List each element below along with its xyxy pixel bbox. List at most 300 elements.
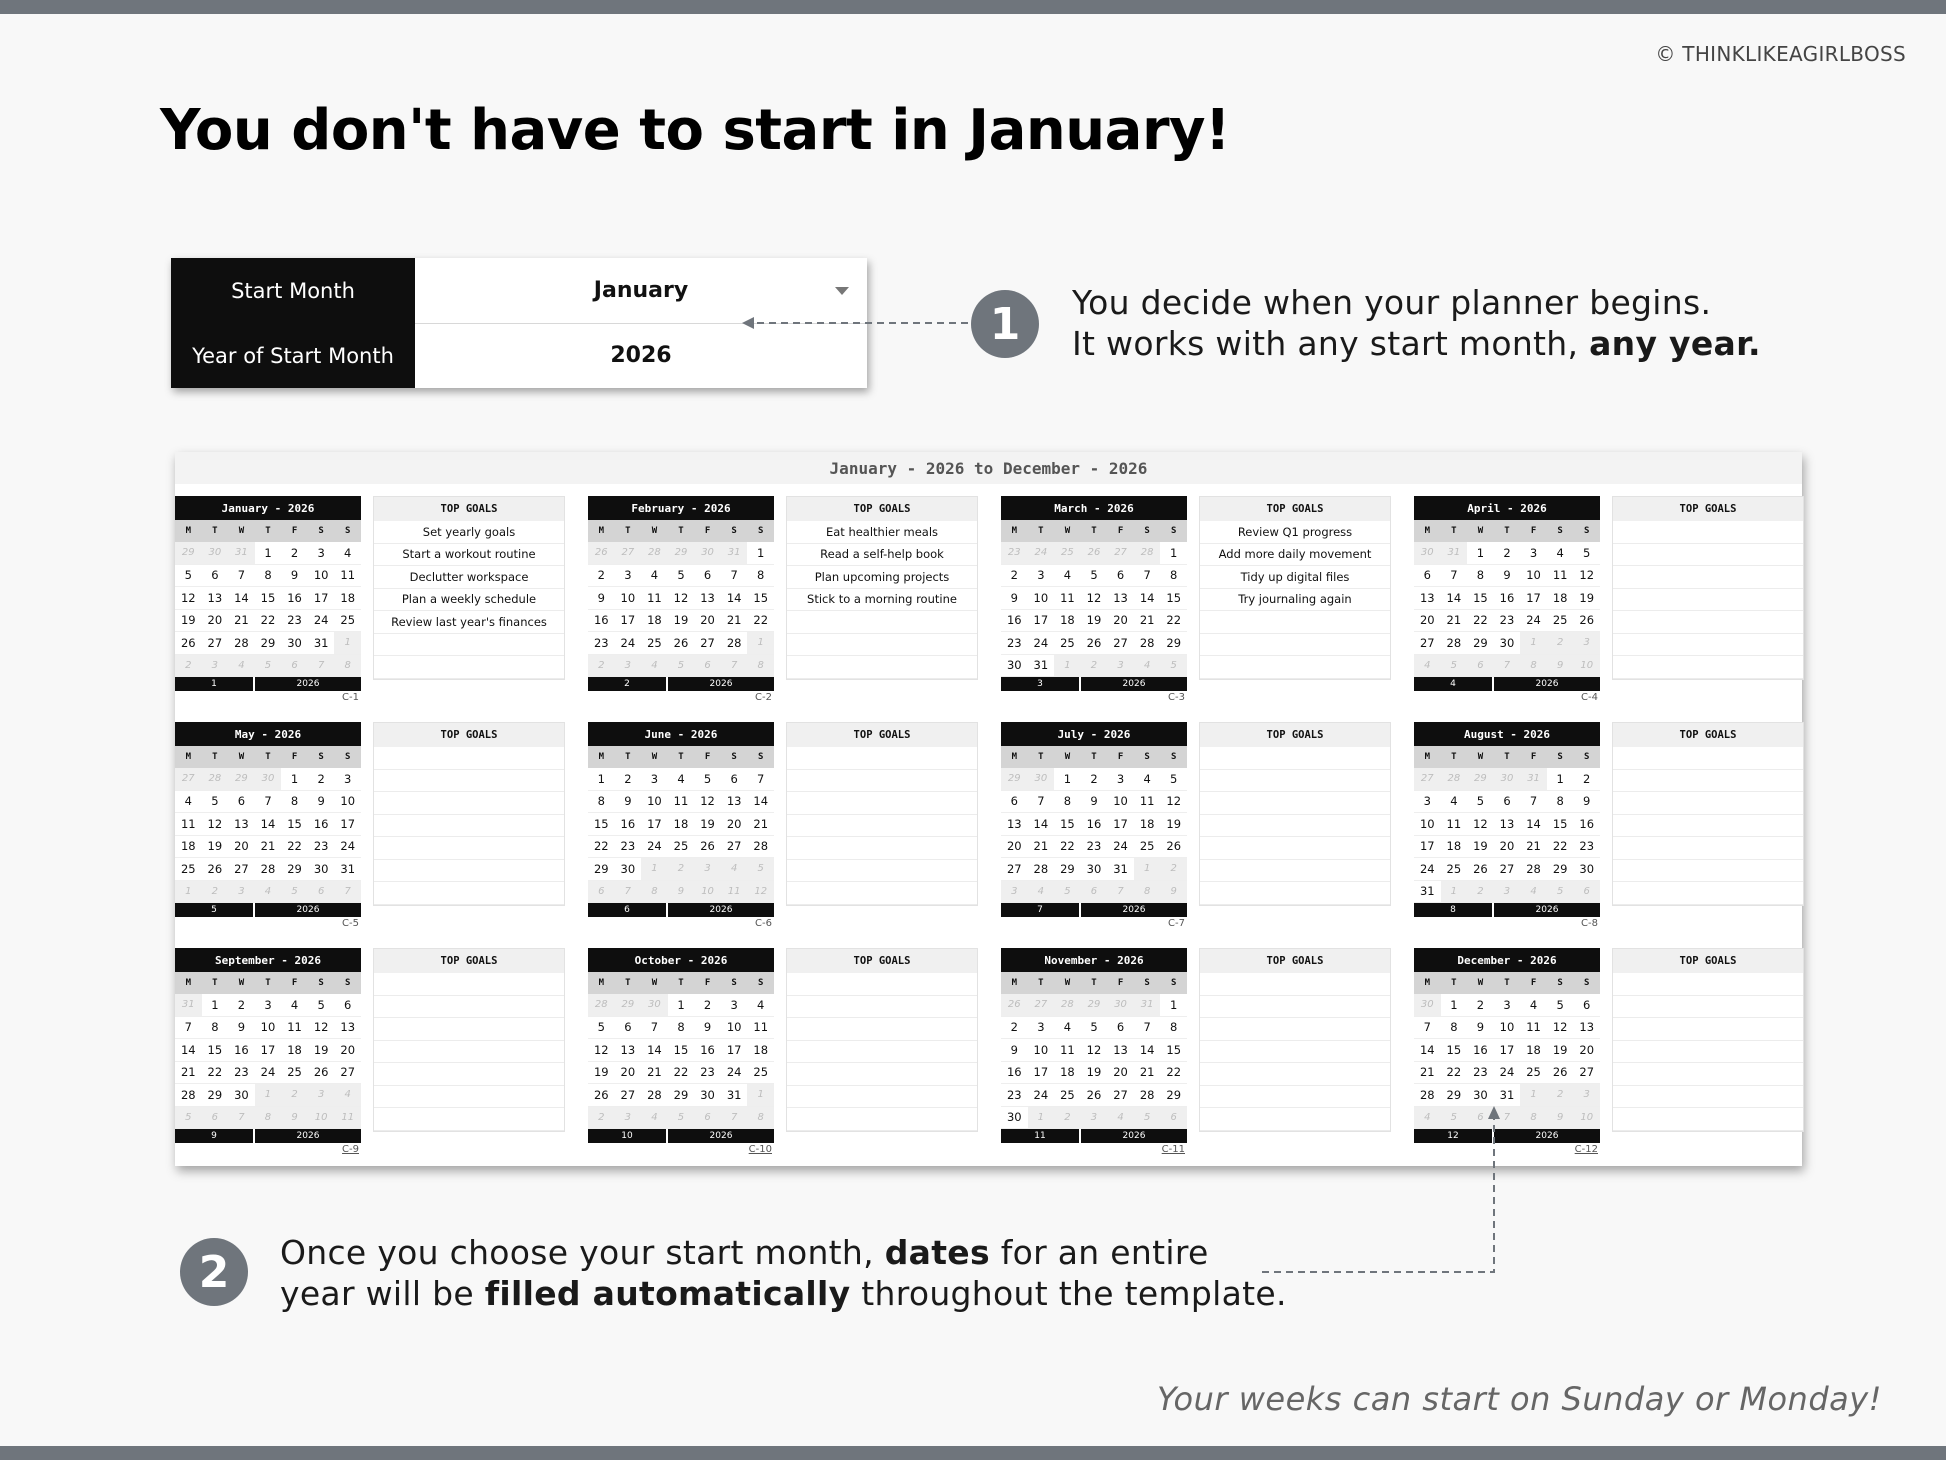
day-cell: 14	[228, 587, 255, 610]
day-cell-adjacent: 27	[1028, 994, 1055, 1017]
goal-empty-row[interactable]	[787, 747, 977, 770]
day-cell: 9	[281, 565, 308, 588]
weekday-header: T	[678, 978, 684, 988]
goal-empty-row[interactable]	[787, 1063, 977, 1086]
day-cell: 24	[334, 836, 361, 859]
day-cell: 10	[641, 791, 668, 814]
day-cell: 2	[1494, 542, 1521, 565]
goal-empty-row[interactable]	[374, 815, 564, 838]
day-cell: 15	[1054, 813, 1081, 836]
day-cell-adjacent: 3	[308, 1084, 335, 1107]
day-grid	[175, 542, 361, 677]
day-cell: 14	[721, 587, 748, 610]
day-cell: 5	[588, 1017, 615, 1040]
day-cell: 13	[1414, 587, 1441, 610]
day-cell: 3	[1028, 1017, 1055, 1040]
day-cell: 9	[615, 791, 642, 814]
day-cell-adjacent: 27	[175, 768, 202, 791]
start-month-label: Start Month	[171, 258, 415, 323]
month-code-link: C-5	[342, 918, 359, 929]
month-title: July - 2026	[1001, 722, 1187, 746]
month-calendar	[1001, 722, 1187, 930]
top-goals-header: TOP GOALS	[374, 497, 564, 521]
day-cell-adjacent: 24	[1028, 542, 1055, 565]
goal-empty-row[interactable]	[787, 860, 977, 883]
day-cell: 4	[1520, 994, 1547, 1017]
day-cell: 8	[281, 791, 308, 814]
goal-item[interactable]: Review Q1 progress	[1200, 521, 1390, 544]
goal-empty-row[interactable]	[374, 1108, 564, 1131]
goal-item[interactable]: Add more daily movement	[1200, 544, 1390, 567]
day-cell: 25	[1054, 632, 1081, 655]
day-cell-adjacent: 9	[1547, 1107, 1574, 1130]
goal-empty-row[interactable]	[1613, 611, 1803, 634]
callout-1-line2-text: It works with any start month,	[1072, 324, 1590, 363]
month-code-link[interactable]: C-11	[1161, 1144, 1185, 1155]
goal-empty-row[interactable]	[1613, 882, 1803, 905]
day-cell: 31	[334, 858, 361, 881]
callout-2-line2	[280, 1273, 1287, 1314]
day-cell: 24	[1494, 1062, 1521, 1085]
goal-empty-row[interactable]	[1200, 1041, 1390, 1064]
day-cell: 23	[1573, 836, 1600, 859]
day-cell: 2	[694, 994, 721, 1017]
goal-empty-row[interactable]	[1200, 656, 1390, 679]
weekday-header: F	[1530, 752, 1537, 762]
day-cell-adjacent: 30	[641, 994, 668, 1017]
day-cell: 21	[1134, 1062, 1161, 1085]
day-cell: 19	[1081, 1062, 1108, 1085]
day-cell: 15	[1160, 1039, 1187, 1062]
month-footer	[1414, 677, 1600, 691]
goal-empty-row[interactable]	[374, 770, 564, 793]
goal-empty-row[interactable]	[374, 747, 564, 770]
goal-empty-row[interactable]	[374, 792, 564, 815]
day-cell: 11	[334, 565, 361, 588]
day-cell: 4	[668, 768, 695, 791]
day-cell-adjacent: 6	[588, 881, 615, 904]
goal-empty-row[interactable]	[374, 973, 564, 996]
day-cell: 2	[1573, 768, 1600, 791]
year-input[interactable]	[415, 323, 867, 388]
day-cell: 29	[588, 858, 615, 881]
day-cell: 1	[1467, 542, 1494, 565]
month-calendar	[1414, 496, 1600, 704]
day-cell: 16	[615, 813, 642, 836]
month-title: December - 2026	[1414, 948, 1600, 972]
month-calendar	[175, 948, 361, 1156]
month-code-link: C-3	[1168, 692, 1185, 703]
day-cell: 30	[308, 858, 335, 881]
goal-empty-row[interactable]	[1200, 1108, 1390, 1131]
weekday-header-row	[175, 520, 361, 542]
month-code-link: C-6	[755, 918, 772, 929]
weekday-header-row	[1001, 746, 1187, 768]
day-cell: 22	[1467, 610, 1494, 633]
day-cell: 8	[588, 791, 615, 814]
top-goals-header: TOP GOALS	[1613, 723, 1803, 747]
goal-empty-row[interactable]	[1200, 837, 1390, 860]
day-cell: 25	[1054, 1084, 1081, 1107]
goal-empty-row[interactable]	[374, 1063, 564, 1086]
goal-empty-row[interactable]	[1613, 996, 1803, 1019]
goal-empty-row[interactable]	[787, 996, 977, 1019]
day-cell-adjacent: 1	[255, 1084, 282, 1107]
weekday-header: F	[1117, 526, 1124, 536]
goal-empty-row[interactable]	[1200, 634, 1390, 657]
day-cell: 22	[202, 1062, 229, 1085]
weekday-header: T	[265, 752, 271, 762]
callout-2-part2: for an entire	[989, 1233, 1209, 1272]
day-cell: 20	[334, 1039, 361, 1062]
day-cell: 4	[641, 565, 668, 588]
day-cell-adjacent: 5	[175, 1107, 202, 1130]
weekday-header: S	[757, 752, 764, 762]
weekday-header: S	[757, 526, 764, 536]
day-cell-adjacent: 7	[308, 655, 335, 678]
day-cell-adjacent: 10	[694, 881, 721, 904]
day-cell: 28	[255, 858, 282, 881]
goal-item[interactable]: Stick to a morning routine	[787, 589, 977, 612]
day-cell: 15	[255, 587, 282, 610]
weekday-header: S	[731, 978, 737, 988]
goal-item[interactable]: Set yearly goals	[374, 521, 564, 544]
day-cell: 1	[1547, 768, 1574, 791]
top-goals-header: TOP GOALS	[1200, 949, 1390, 973]
day-cell-adjacent: 4	[721, 858, 748, 881]
month-year: 2026	[1535, 1131, 1559, 1141]
goal-empty-row[interactable]	[1613, 1086, 1803, 1109]
day-cell: 30	[694, 1084, 721, 1107]
goal-empty-row[interactable]	[1613, 1018, 1803, 1041]
goal-item[interactable]: Declutter workspace	[374, 566, 564, 589]
callout-2-line1	[280, 1232, 1287, 1273]
goal-empty-row[interactable]	[1613, 544, 1803, 567]
month-code-link[interactable]: C-12	[1574, 1144, 1598, 1155]
day-cell: 23	[1081, 836, 1108, 859]
day-cell-adjacent: 3	[228, 881, 255, 904]
month-number: 3	[1001, 677, 1081, 691]
day-cell: 16	[1573, 813, 1600, 836]
day-cell: 12	[1573, 565, 1600, 588]
goal-empty-row[interactable]	[1613, 860, 1803, 883]
day-cell: 6	[1001, 791, 1028, 814]
goal-empty-row[interactable]	[1613, 634, 1803, 657]
day-cell: 25	[334, 610, 361, 633]
day-cell: 11	[1520, 1017, 1547, 1040]
top-goals-header: TOP GOALS	[1613, 949, 1803, 973]
goal-item[interactable]: Eat healthier meals	[787, 521, 977, 544]
day-cell-adjacent: 6	[202, 1107, 229, 1130]
day-cell: 18	[281, 1039, 308, 1062]
day-cell: 13	[1573, 1017, 1600, 1040]
weekday-header: S	[1144, 526, 1150, 536]
goal-empty-row[interactable]	[1613, 1041, 1803, 1064]
day-cell-adjacent: 26	[588, 542, 615, 565]
day-cell: 14	[1134, 587, 1161, 610]
day-cell: 5	[308, 994, 335, 1017]
callout-1-text	[1072, 282, 1761, 364]
day-cell-adjacent: 3	[202, 655, 229, 678]
day-cell: 18	[1054, 610, 1081, 633]
day-cell: 15	[747, 587, 774, 610]
goal-item[interactable]: Read a self-help book	[787, 544, 977, 567]
day-cell: 14	[1414, 1039, 1441, 1062]
goal-empty-row[interactable]	[1200, 1063, 1390, 1086]
goal-empty-row[interactable]	[1200, 815, 1390, 838]
day-cell: 19	[1160, 813, 1187, 836]
day-cell: 13	[334, 1017, 361, 1040]
goal-empty-row[interactable]	[374, 1086, 564, 1109]
day-cell-adjacent: 5	[1054, 881, 1081, 904]
month-number: 10	[588, 1129, 668, 1143]
day-cell: 19	[308, 1039, 335, 1062]
day-cell: 15	[1547, 813, 1574, 836]
goal-empty-row[interactable]	[787, 1041, 977, 1064]
callout-2-bold2: filled automatically	[484, 1274, 851, 1313]
day-cell: 27	[202, 632, 229, 655]
day-cell: 8	[1547, 791, 1574, 814]
day-cell-adjacent: 11	[334, 1107, 361, 1130]
day-cell-adjacent: 4	[641, 655, 668, 678]
weekday-header: W	[238, 752, 245, 762]
goal-empty-row[interactable]	[374, 634, 564, 657]
goal-empty-row[interactable]	[787, 634, 977, 657]
day-cell: 1	[1160, 542, 1187, 565]
day-cell-adjacent: 31	[1520, 768, 1547, 791]
weekday-header: W	[1064, 526, 1071, 536]
day-cell: 16	[228, 1039, 255, 1062]
goal-empty-row[interactable]	[1200, 860, 1390, 883]
day-cell: 10	[1414, 813, 1441, 836]
weekday-header: S	[318, 978, 324, 988]
day-cell: 22	[588, 836, 615, 859]
day-cell-adjacent: 30	[694, 542, 721, 565]
day-cell: 22	[1054, 836, 1081, 859]
day-cell-adjacent: 1	[1520, 1084, 1547, 1107]
day-cell: 22	[255, 610, 282, 633]
day-cell: 19	[1547, 1039, 1574, 1062]
goal-empty-row[interactable]	[374, 837, 564, 860]
goal-empty-row[interactable]	[787, 882, 977, 905]
goal-empty-row[interactable]	[1613, 589, 1803, 612]
day-cell: 20	[1573, 1039, 1600, 1062]
weekday-header: M	[1011, 526, 1017, 536]
day-cell: 13	[615, 1039, 642, 1062]
day-cell: 22	[1160, 610, 1187, 633]
day-cell-adjacent: 31	[1441, 542, 1468, 565]
goal-empty-row[interactable]	[1613, 837, 1803, 860]
day-cell: 18	[747, 1039, 774, 1062]
day-cell: 12	[1547, 1017, 1574, 1040]
goal-empty-row[interactable]	[787, 770, 977, 793]
goal-empty-row[interactable]	[1200, 792, 1390, 815]
goal-item[interactable]: Try journaling again	[1200, 589, 1390, 612]
goal-empty-row[interactable]	[1613, 1063, 1803, 1086]
day-cell: 1	[1054, 768, 1081, 791]
goal-empty-row[interactable]	[787, 973, 977, 996]
day-cell: 15	[1467, 587, 1494, 610]
day-cell: 24	[721, 1062, 748, 1085]
goal-empty-row[interactable]	[787, 837, 977, 860]
day-cell: 28	[1134, 1084, 1161, 1107]
day-cell: 21	[255, 836, 282, 859]
goal-item[interactable]: Review last year's finances	[374, 611, 564, 634]
goal-empty-row[interactable]	[1200, 882, 1390, 905]
goal-empty-row[interactable]	[1613, 815, 1803, 838]
goal-empty-row[interactable]	[787, 656, 977, 679]
goal-empty-row[interactable]	[1200, 1018, 1390, 1041]
goal-empty-row[interactable]	[1613, 747, 1803, 770]
goal-empty-row[interactable]	[374, 882, 564, 905]
goal-empty-row[interactable]	[1613, 1108, 1803, 1131]
day-cell-adjacent: 2	[175, 655, 202, 678]
goal-empty-row[interactable]	[1200, 611, 1390, 634]
day-cell-adjacent: 7	[1494, 655, 1521, 678]
day-cell: 17	[1028, 1062, 1055, 1085]
day-cell-adjacent: 27	[1107, 542, 1134, 565]
month-footer	[1001, 1129, 1187, 1143]
day-cell: 17	[641, 813, 668, 836]
goal-empty-row[interactable]	[374, 1018, 564, 1041]
day-cell: 8	[747, 565, 774, 588]
goal-empty-row[interactable]	[1613, 656, 1803, 679]
day-cell-adjacent: 2	[588, 1107, 615, 1130]
month-calendar	[588, 496, 774, 704]
day-cell: 12	[668, 587, 695, 610]
day-grid	[1414, 542, 1600, 677]
day-cell-adjacent: 6	[694, 1107, 721, 1130]
day-cell: 7	[228, 565, 255, 588]
day-cell: 8	[1160, 565, 1187, 588]
day-cell: 6	[1414, 565, 1441, 588]
day-cell: 19	[668, 610, 695, 633]
day-cell-adjacent: 1	[1441, 881, 1468, 904]
day-cell-adjacent: 3	[694, 858, 721, 881]
goal-empty-row[interactable]	[374, 996, 564, 1019]
goal-empty-row[interactable]	[1613, 566, 1803, 589]
callout-2-text	[280, 1232, 1287, 1314]
month-title: January - 2026	[175, 496, 361, 520]
day-cell-adjacent: 8	[334, 655, 361, 678]
day-cell-adjacent: 5	[281, 881, 308, 904]
day-cell-adjacent: 29	[1081, 994, 1108, 1017]
day-cell: 20	[228, 836, 255, 859]
goal-empty-row[interactable]	[787, 611, 977, 634]
goal-empty-row[interactable]	[1200, 996, 1390, 1019]
day-cell: 12	[175, 587, 202, 610]
goal-empty-row[interactable]	[1613, 973, 1803, 996]
goal-empty-row[interactable]	[374, 860, 564, 883]
day-cell: 2	[1467, 994, 1494, 1017]
goal-empty-row[interactable]	[1200, 770, 1390, 793]
goal-empty-row[interactable]	[787, 792, 977, 815]
day-cell: 27	[1001, 858, 1028, 881]
goal-empty-row[interactable]	[787, 1086, 977, 1109]
day-grid	[1414, 994, 1600, 1129]
month-code-link[interactable]: C-9	[342, 1144, 359, 1155]
day-cell: 12	[308, 1017, 335, 1040]
day-cell: 30	[1494, 632, 1521, 655]
goal-empty-row[interactable]	[374, 656, 564, 679]
day-cell: 26	[1160, 836, 1187, 859]
goal-empty-row[interactable]	[1200, 973, 1390, 996]
day-cell: 27	[1494, 858, 1521, 881]
chevron-down-icon[interactable]	[835, 287, 849, 295]
goal-empty-row[interactable]	[1200, 1086, 1390, 1109]
goal-item[interactable]: Plan upcoming projects	[787, 566, 977, 589]
day-cell: 7	[721, 565, 748, 588]
day-cell: 29	[1160, 632, 1187, 655]
day-cell-adjacent: 26	[1001, 994, 1028, 1017]
day-cell: 27	[1107, 632, 1134, 655]
day-cell: 20	[694, 610, 721, 633]
day-cell: 28	[1414, 1084, 1441, 1107]
day-cell: 23	[588, 632, 615, 655]
day-cell-adjacent: 7	[721, 655, 748, 678]
goal-empty-row[interactable]	[787, 815, 977, 838]
goal-empty-row[interactable]	[1613, 770, 1803, 793]
day-cell: 28	[1134, 632, 1161, 655]
day-cell-adjacent: 30	[1414, 542, 1441, 565]
month-title: April - 2026	[1414, 496, 1600, 520]
goal-empty-row[interactable]	[374, 1041, 564, 1064]
day-cell: 3	[1414, 791, 1441, 814]
day-cell: 17	[615, 610, 642, 633]
day-cell: 1	[1160, 994, 1187, 1017]
goal-empty-row[interactable]	[1613, 521, 1803, 544]
day-cell: 4	[1547, 542, 1574, 565]
day-cell: 21	[641, 1062, 668, 1085]
day-cell: 26	[175, 632, 202, 655]
day-cell: 4	[281, 994, 308, 1017]
day-cell: 17	[1414, 836, 1441, 859]
day-cell-adjacent: 2	[668, 858, 695, 881]
month-year: 2026	[296, 679, 320, 689]
month-calendar	[1001, 496, 1187, 704]
day-cell: 4	[334, 542, 361, 565]
goal-empty-row[interactable]	[787, 1108, 977, 1131]
goal-empty-row[interactable]	[1613, 792, 1803, 815]
day-cell: 17	[1494, 1039, 1521, 1062]
weekday-header: T	[625, 978, 631, 988]
day-cell-adjacent: 27	[1414, 768, 1441, 791]
day-cell-adjacent: 5	[1134, 1107, 1161, 1130]
day-cell: 14	[1134, 1039, 1161, 1062]
day-cell: 10	[255, 1017, 282, 1040]
goal-item[interactable]: Tidy up digital files	[1200, 566, 1390, 589]
month-number: 7	[1001, 903, 1081, 917]
start-month-dropdown[interactable]	[415, 258, 867, 323]
weekday-header: W	[1477, 752, 1484, 762]
day-cell: 6	[334, 994, 361, 1017]
day-cell: 30	[1001, 1107, 1028, 1130]
goal-empty-row[interactable]	[1200, 747, 1390, 770]
goal-item[interactable]: Start a workout routine	[374, 544, 564, 567]
weekday-header-row	[175, 746, 361, 768]
month-code-link[interactable]: C-10	[748, 1144, 772, 1155]
month-number: 2	[588, 677, 668, 691]
start-settings-panel	[171, 258, 867, 388]
day-cell-adjacent: 3	[1081, 1107, 1108, 1130]
day-cell: 26	[1573, 610, 1600, 633]
start-month-row	[171, 258, 867, 324]
day-cell-adjacent: 7	[334, 881, 361, 904]
day-cell: 6	[721, 768, 748, 791]
goal-empty-row[interactable]	[787, 1018, 977, 1041]
day-cell-adjacent: 9	[1547, 655, 1574, 678]
goal-item[interactable]: Plan a weekly schedule	[374, 589, 564, 612]
